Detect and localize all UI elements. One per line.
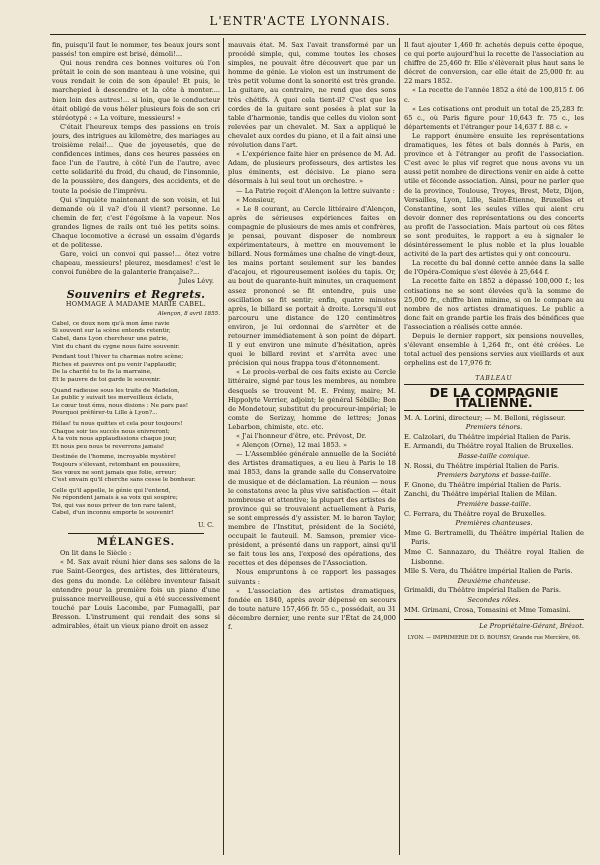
column-1 — [52, 41, 220, 631]
author-signature: Jules Lévy. — [178, 277, 214, 286]
article-text: mauvais état. M. Sax l'avait transformé par un procédé simple, qui, comme toutes les choses simples, ne pouvait être découvert que par un homme de génie. Le violon est un instrument de très petit volume dont la sonorité est très grande. La guitare, au contraire, ne rend que des sons très chétifs. À quoi cela tient-il? C'est que les cordes de la guitare sont posées à plat sur la table d'harmonie, tandis que celles du violon sont relevées par un chevalet. M. Sax a appliqué le chevalet aux cordes du piano, et il a fait ainsi une révolution dans l'art. — [228, 41, 396, 150]
roster-entry: Mme G. Bertramelli, du Théâtre impérial Italien de Paris. — [404, 528, 584, 547]
dateline: Alençon, 8 avril 1855. — [157, 310, 220, 317]
poem-line: Ne répondent jamais à sa voix qui soupire; — [52, 495, 178, 502]
roster-category: Premiers ténors. — [465, 423, 523, 432]
poem-line: Pendant tout l'hiver tu charmas notre scène; — [52, 354, 184, 361]
article-text: — L'Assemblée générale annuelle de la Société des Artistes dramatiques, a eu lieu à Paris le 18 mai 1853, dans la grande salle du Conservatoire de musique et de déclamation. La réunion — nous le constatons avec la plus vive satisfaction — était nombreuse et attentive; la plupart des artistes de province qui se trouvaient actuellement à Paris, se sont empressés d'y assister. M. le baron Taylor, membre de l'Institut, président de la Société, occupait le fauteuil. M. Samson, premier vice-président, a présenté dans un rapport, ainsi qu'il se fait tous les ans, l'exposé des opérations, des recettes et des dépenses de l'Association. — [228, 450, 396, 568]
article-text: « Le procès-verbal de ces faits existe au Cercle littéraire, signé par tous les membres, au nombre desquels se trouvent M. E. Frémy, maire; M. Hippolyte Verrier, adjoint; le général Sébille; Bon de Mondetour, substitut du procureur-impérial; le comte de Serizay, homme de lettres; Jonas Lebarbon, chimiste, etc. etc. — [228, 368, 396, 431]
article-text: « Alençon (Orne), 12 mai 1853. » — [236, 441, 348, 450]
roster-entry: F. Gnone, du Théâtre impérial Italien de Paris. — [404, 480, 562, 489]
article-text: On lit dans le Siècle : — [60, 549, 132, 558]
company-roster — [404, 414, 584, 615]
poem-stanza — [52, 421, 220, 451]
poem-line: Destinée de l'homme, incroyable mystère! — [52, 454, 177, 461]
divider — [68, 533, 204, 534]
roster-category: Premiers barytons et basse-taille. — [437, 471, 551, 480]
poem-line: Vint du chant du cygne nous faire souvenir. — [52, 343, 180, 350]
poem-line: Et le pauvre de toi garde le souvenir. — [52, 376, 161, 383]
poem-stanza — [52, 354, 220, 384]
article-text: Gare, voici un convoi qui passe!... ôtez votre chapeau, messieurs! pleurez, mesdames! c'est le convoi funèbre de la galanterie française?... — [52, 250, 220, 277]
roster-entry: Mme C. Sannazaro, du Théâtre royal Italien de Lisbonne. — [404, 547, 584, 566]
poem-line: Et nous peu nous te reverrons jamais! — [52, 443, 165, 450]
article-text: La recette du bal donné cette année dans la salle de l'Opéra-Comique s'est élevée à 25,644 f. — [404, 259, 584, 277]
header-rule — [50, 34, 586, 35]
article-text: « L'expérience faite hier en présence de M. Ad. Adam, de plusieurs professeurs, des artistes les plus éminents, est décisive. Le piano sera désormais à lui seul tout un orchestre. » — [228, 150, 396, 186]
poem-line: Ses vœux ne sont jamais que folie, erreur; — [52, 469, 177, 476]
article-text: « M. Sax avait réuni hier dans ses salons de la rue Saint-Georges, des artistes, des littérateurs, des gens du monde. Le célèbre inventeur faisait entendre pour la première fois un piano d'une puissance merveilleuse, qui a été successivement touché par Louis Lacombe, par Fumagalli, par Bresson. L'instrument qui rendait des sons si admirables, était un vieux piano droit en assez — [52, 558, 220, 630]
section-heading: MÉLANGES. — [96, 537, 176, 549]
poem-line: Cabel, dans Lyon chercheur une patrie, — [52, 336, 169, 342]
poem-stanza — [52, 321, 220, 351]
roster-category: Premières chanteuses. — [455, 519, 533, 528]
poem-line: Chaque soir tes succès nous enivreront; — [52, 428, 170, 435]
column-3 — [404, 41, 584, 642]
article-text: Depuis le dernier rapport, six pensions nouvelles, s'élevant ensemble à 1,264 fr., ont été créées. Le total actuel des pensions servies aux vieillards et aux orphelins est de 17,976 fr. — [404, 332, 584, 368]
roster-entry: N. Rossi, du Théâtre impérial Italien de Paris. — [404, 461, 560, 470]
roster-entry: Mlle S. Vera, du Théâtre impérial Italien de Paris. — [404, 567, 573, 576]
poem-signature: U. C. — [197, 521, 214, 530]
poem-line: C'est envain qu'il cherche sans cesse le bonheur. — [52, 477, 196, 484]
poem-line: Cabel, ce doux nom qu'à mon âme ravie — [52, 320, 170, 327]
roster-entry: MM. Grimani, Crosa, Tomasini et Mme Tomasini. — [404, 605, 571, 614]
poem-line: Hélas! tu nous quittes et cela pour toujours! — [52, 420, 183, 427]
poem-line: Le public y suivait tes merveilleux éclats, — [52, 395, 174, 402]
column-divider — [399, 38, 400, 855]
poem-line: Toi, qui vas nous priver de ton rare talent, — [52, 502, 177, 509]
company-heading: DE LA COMPAGNIE ITALIENNE. — [404, 384, 584, 410]
roster-category: Première basse-taille. — [457, 500, 531, 508]
article-text: C'était l'heureux temps des passions en trois jours, des intrigues au kilomètre, des mariages au troisième relai!... Que de joyeusetés, que de confidences intimes, dans ces heures passées en face l'un de l'autre, à côté l'un de l'autre, avec cette solidarité du froid, du chaud, de l'insomnie, de la poussière, des dangers, des accidents, et de toute la poésie de l'imprévu. — [52, 122, 220, 195]
poem-line: Cabel, d'un inconnu emporte le souvenir! — [52, 510, 174, 517]
article-text: « Les cotisations ont produit un total de 25,283 fr. 65 c., où Paris figure pour 10,643 fr. 75 c., les départements et l'étranger pour 14,637 f. 88 c. » — [404, 104, 584, 131]
poem-line: À ta voix nous applaudissions chaque jour, — [52, 436, 177, 443]
roster-entry: Grimaldi, du Théâtre impérial Italien de Paris. — [404, 586, 561, 595]
article-text: Il faut ajouter 1,460 fr. achetés depuis cette époque, ce qui porte aujourd'hui la recette de l'association au chiffre de 25,460 fr. Elle s'élèverait plus haut sans le décret de conversion, car elle était de 25,000 fr. au 22 mars 1852. — [404, 41, 584, 86]
article-text: « J'ai l'honneur d'être, etc. Prévost, Dr. — [236, 432, 367, 441]
poem — [52, 321, 220, 518]
poem-line: De la charité tu te fis la marraine, — [52, 369, 152, 376]
article-text: fin, puisqu'il faut le nommer, tes beaux jours sont passés! ton empire est brisé, démoli!... — [52, 41, 220, 59]
article-text: « Le 8 courant, au Cercle littéraire d'Alençon, après de sérieuses expériences faites en compagnie de plusieurs de mes amis et confrères, je pensai, pouvant disposer de nombreux expérimentateurs, à mettre en mouvement le billard. Nous formâmes une chaîne de vingt-deux, les mains portant seulement sur les bandes d'acajou, et rigoureusement isolées du tapis. Or, au bout de quarante-huit minutes, un craquement assez prononcé se fit entendre, puis une oscillation se fit sentir; enfin, quatre minutes après, le billard se portait à droite. Lorsqu'il eut parcouru une distance de 120 centimètres environ, je lui ordonnai de s'arrêter et de retourner immédiatement à son point de départ. Il y eut environ une minute d'hésitation, après quoi le billard revint et s'arrêta avec une précision qui nous frappa tous d'étonnement. — [228, 204, 396, 368]
article-text: Nous empruntons à ce rapport les passages suivants : — [228, 568, 396, 586]
article-text: Le rapport énumère ensuite les représentations dramatiques, les fêtes et bals donnés à Paris, en province et à l'étranger au profit de l'association. C'est avec le plus vif regret que nous avons vu un aussi petit nombre de directions venir en aide à cette utile et féconde association. Ainsi, pour ne parler que de la province, Toulouse, Troyes, Brest, Metz, Dijon, Versailles, Lyon, Lille, Saint-Étienne, Bruxelles et Constantine, sont les seules villes qui aient cru devoir donner des représentations ou des concerts au profit de l'association. Mais partout où ces fêtes se sont produites, le rapport a eu à signaler le désintéressement le plus noble et la plus louable activité de la part des artistes qui y ont concouru. — [404, 131, 584, 259]
article-text: La recette faite en 1852 a dépassé 100,000 f.; les cotisations ne se sont élevées qu'à la somme de 25,000 fr., chiffre bien minime, si on le compare au nombre de nos artistes dramatiques. Le public a donc fait en grande partie les frais des bénéfices que l'association a réalisés cette année. — [404, 277, 584, 331]
roster-category: Basse-taille comique. — [457, 452, 531, 461]
article-text: Qui s'inquiète maintenant de son voisin, et lui demande où il va? d'où il vient? personne. Le chemin de fer, c'est l'égoïsme à la vapeur. Nos grandes lignes de rails ont tué les petits soins. Chaque locomotive a écrasé un essaim d'égards et de politesse. — [52, 195, 220, 250]
poem-line: Celle qu'il appelle, le génie qui l'entend, — [52, 487, 171, 494]
divider — [404, 619, 584, 620]
article-text: « L'association des artistes dramatiques, fondée en 1840, après avoir dépensé en secours de toute nature 157,466 fr. 55 c., possédait, au 31 décembre dernier, une rente sur l'État de 24,000 f. — [228, 586, 396, 631]
roster-entry: E. Calzolari, du Théâtre impérial Italien de Paris. — [404, 432, 571, 441]
article-text: — La Patrie reçoit d'Alençon la lettre suivante : — [236, 186, 395, 195]
poem-line: Le cœur tout ému, nous disions : Ne pars pas! — [52, 402, 189, 409]
column-2 — [228, 41, 396, 632]
dedication: HOMMAGE À MADAME MARIE CABEL. — [65, 299, 207, 308]
roster-entry: Zanchi, du Théâtre impérial Italien de Milan. — [404, 490, 557, 499]
printer-imprint: LYON. — IMPRIMERIE DE D. BOURSY, Grande rue Mercière, 66. — [407, 635, 581, 642]
column-divider — [223, 38, 224, 855]
poem-stanza — [52, 388, 220, 418]
poem-line: Si souvent sur la scène entends retentir, — [52, 328, 171, 335]
masthead: L'ENTR'ACTE LYONNAIS. — [209, 14, 391, 28]
roster-entry: M. A. Lorini, directeur; — M. Belloni, régisseur. — [404, 413, 566, 422]
roster-category: Secondes rôles. — [467, 595, 521, 604]
poem-line: Pourquoi préférer-tu Lille à Lyon?... — [52, 410, 158, 417]
poem-line: Toujours s'élevant, retombant en poussière, — [52, 461, 181, 468]
article-text: Qui nous rendra ces bonnes voitures où l'on prêtait le coin de son manteau à une voisine, qui vous rendait le coin de son épaule! Et puis, le marchepied à descendre et la côte à monter.... bien loin des autres!... si loin, que le conducteur était obligé de vous héler plusieurs fois de son cri stéréotypé : « La voiture, messieurs! » — [52, 59, 220, 122]
roster-category: Deuxième chanteuse. — [457, 576, 531, 585]
poem-stanza — [52, 488, 220, 518]
poem-stanza — [52, 454, 220, 484]
roster-entry: E. Armandi, du Théâtre royal Italien de Bruxelles. — [404, 442, 574, 451]
section-heading: Souvenirs et Regrets. — [66, 287, 206, 301]
roster-entry: C. Ferrara, du Théâtre royal de Bruxelles. — [404, 509, 547, 518]
article-text: « Monsieur, — [236, 195, 276, 204]
poem-line: Riches et pauvres ont pu venir l'applaudir, — [52, 361, 177, 368]
article-text: « La recette de l'année 1852 a été de 100,815 f. 06 c. — [404, 86, 584, 104]
poem-line: Quand radieuse sous les traits de Madelon, — [52, 387, 180, 394]
tableau-label: TABLEAU — [475, 375, 513, 383]
publisher-signature: Le Propriétaire-Gérant, Brézot. — [479, 622, 584, 631]
